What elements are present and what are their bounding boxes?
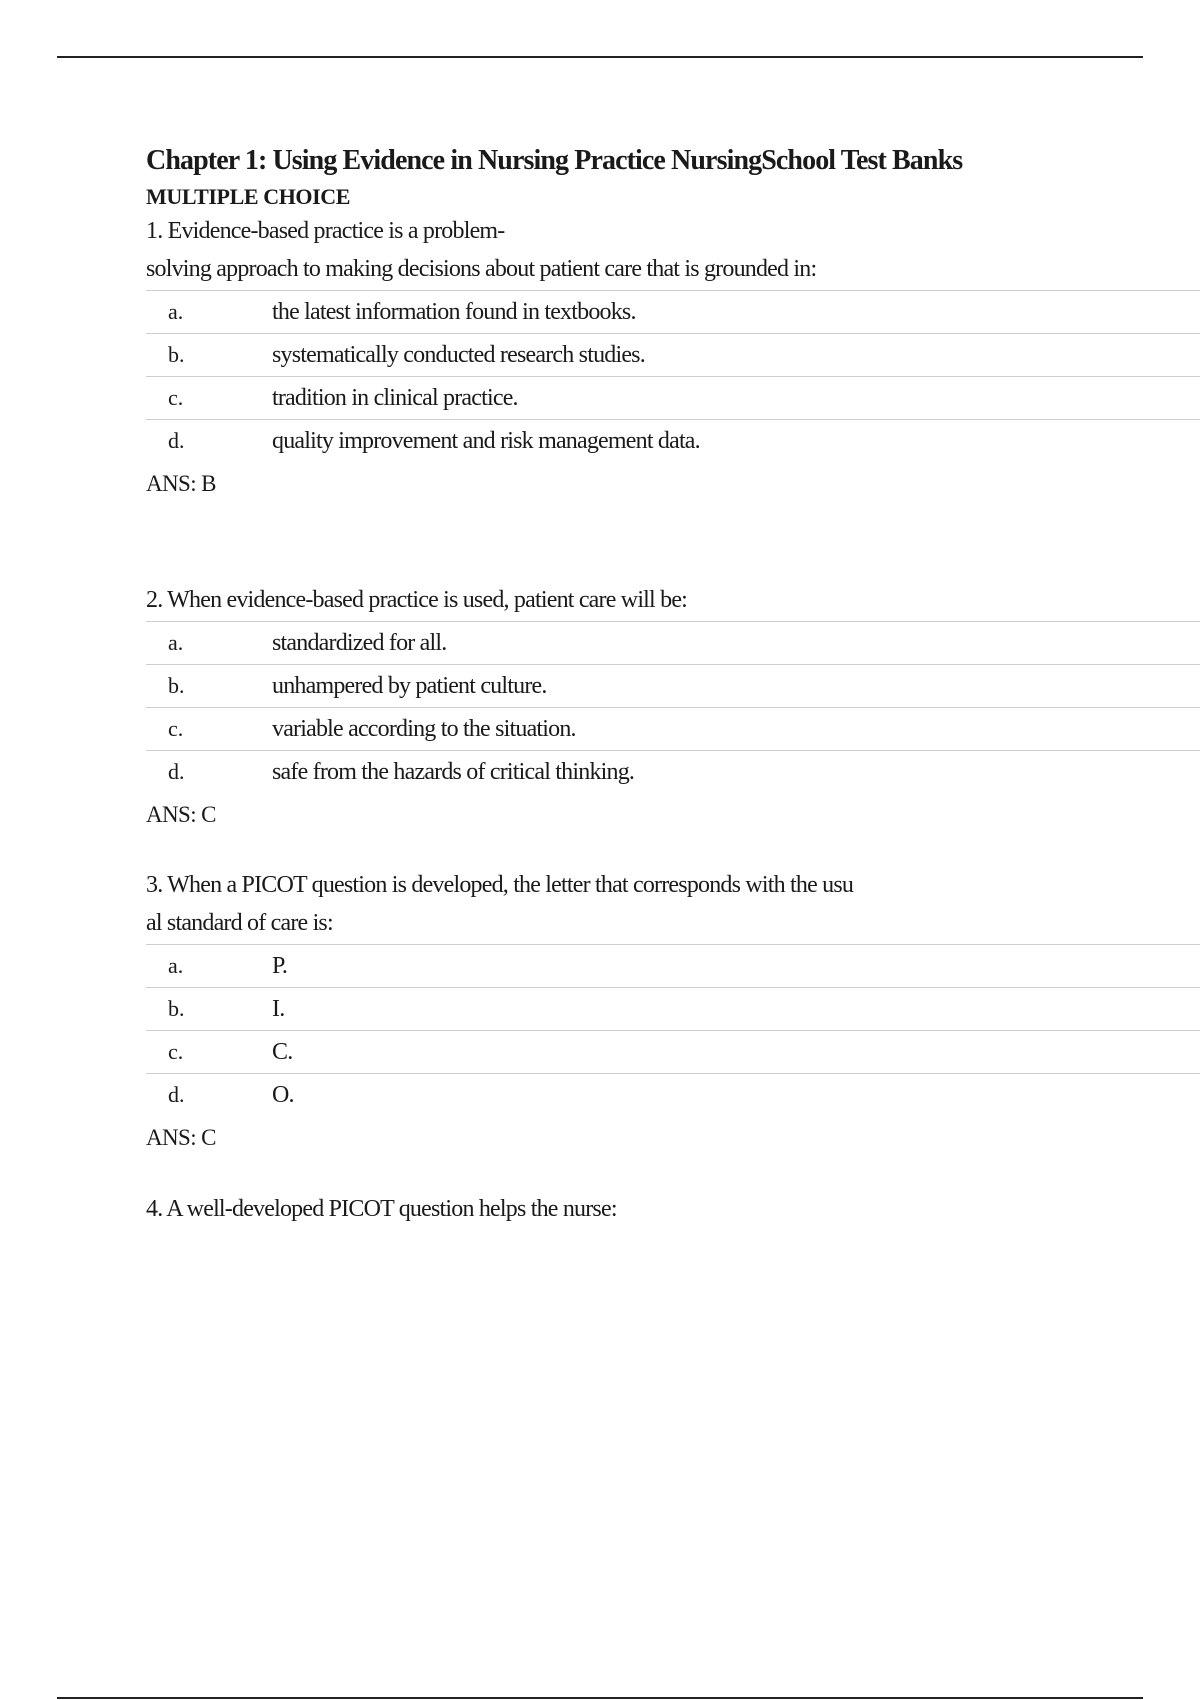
footer-rule — [57, 1697, 1143, 1699]
option-text: I. — [272, 995, 285, 1022]
option-a — [146, 291, 1200, 334]
option-text: tradition in clinical practice. — [272, 384, 518, 411]
option-d — [146, 751, 1200, 793]
question-4 — [146, 1190, 1200, 1228]
option-a — [146, 945, 1200, 988]
chapter-title: Chapter 1: Using Evidence in Nursing Practice NursingSchool Test Banks — [146, 145, 963, 176]
option-text: C. — [272, 1038, 293, 1065]
option-letter: c. — [168, 716, 184, 741]
option-text: P. — [272, 952, 288, 979]
option-c — [146, 377, 1200, 420]
question-text-line: 3. When a PICOT question is developed, the letter that corresponds with the usu — [146, 872, 854, 898]
question-text — [146, 1190, 1126, 1228]
option-letter: b. — [168, 996, 185, 1021]
option-letter: d. — [168, 759, 185, 784]
question-3 — [146, 866, 1200, 1158]
question-text-line: 4. A well-developed PICOT question helps the nurse: — [146, 1196, 617, 1222]
answer-key: ANS: C — [146, 802, 216, 827]
option-text: O. — [272, 1081, 294, 1108]
option-text: quality improvement and risk management data. — [272, 427, 700, 454]
header-rule — [57, 56, 1143, 58]
option-letter: c. — [168, 1039, 184, 1064]
document-body — [146, 140, 1200, 1228]
option-b — [146, 334, 1200, 377]
option-b — [146, 665, 1200, 708]
option-text: variable according to the situation. — [272, 715, 576, 742]
question-text-line: solving approach to making decisions about patient care that is grounded in: — [146, 256, 817, 282]
option-text: unhampered by patient culture. — [272, 672, 547, 699]
question-2 — [146, 581, 1200, 835]
option-text: standardized for all. — [272, 629, 447, 656]
option-d — [146, 1074, 1200, 1116]
question-text — [146, 212, 1126, 288]
option-b — [146, 988, 1200, 1031]
option-a — [146, 622, 1200, 665]
section-heading: MULTIPLE CHOICE — [146, 184, 351, 209]
question-text — [146, 866, 1126, 942]
answer-options — [146, 290, 1200, 462]
option-letter: d. — [168, 1082, 185, 1107]
question-text-line: al standard of care is: — [146, 910, 333, 936]
option-c — [146, 708, 1200, 751]
option-text: safe from the hazards of critical thinking. — [272, 758, 635, 785]
option-letter: c. — [168, 385, 184, 410]
answer-options — [146, 621, 1200, 793]
option-text: systematically conducted research studies. — [272, 341, 645, 368]
option-text: the latest information found in textbooks. — [272, 298, 636, 325]
answer-options — [146, 944, 1200, 1116]
question-text-line: 2. When evidence-based practice is used, patient care will be: — [146, 587, 688, 613]
option-letter: a. — [168, 630, 184, 655]
option-d — [146, 420, 1200, 462]
option-letter: b. — [168, 673, 185, 698]
option-letter: a. — [168, 299, 184, 324]
question-1 — [146, 212, 1200, 504]
question-text — [146, 581, 1126, 619]
question-text-line: 1. Evidence-based practice is a problem- — [146, 218, 505, 244]
option-c — [146, 1031, 1200, 1074]
option-letter: b. — [168, 342, 185, 367]
option-letter: a. — [168, 953, 184, 978]
answer-key: ANS: C — [146, 1125, 216, 1150]
answer-key: ANS: B — [146, 471, 216, 496]
option-letter: d. — [168, 428, 185, 453]
